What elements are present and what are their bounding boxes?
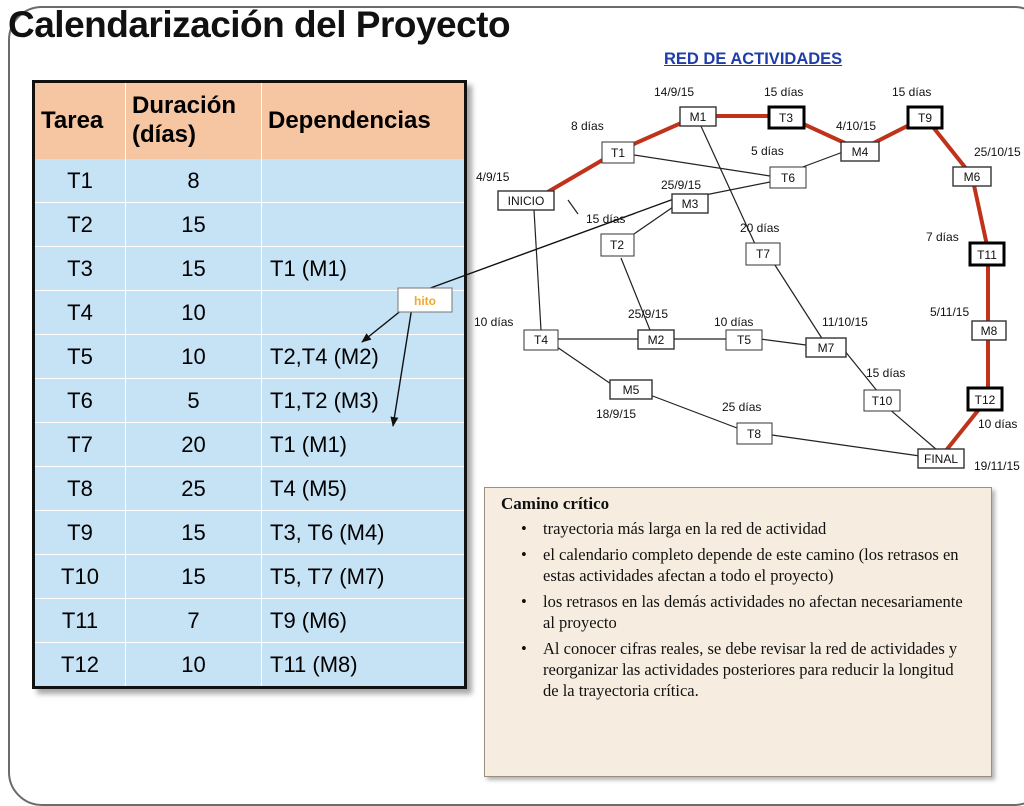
edge-t5-m7 bbox=[760, 339, 806, 345]
svg-text:INICIO: INICIO bbox=[507, 194, 545, 208]
svg-text:FINAL: FINAL bbox=[923, 452, 959, 466]
hito-label-box bbox=[398, 288, 452, 312]
duration-label: 5 días bbox=[751, 144, 784, 158]
duration-label: 15 días bbox=[866, 366, 906, 380]
svg-text:T9: T9 bbox=[917, 111, 933, 125]
svg-text:M4: M4 bbox=[851, 145, 869, 159]
header-duration: Duración (días) bbox=[126, 82, 262, 160]
cell-duration: 10 bbox=[126, 335, 262, 379]
cell-dependencies: T11 (M8) bbox=[262, 643, 466, 688]
node-t4 bbox=[524, 330, 558, 350]
duration-label: 15 días bbox=[892, 85, 932, 99]
svg-text:T1: T1 bbox=[610, 146, 626, 160]
node-final bbox=[918, 449, 964, 468]
cell-task: T7 bbox=[34, 423, 126, 467]
svg-text:M2: M2 bbox=[647, 333, 665, 347]
cell-task: T5 bbox=[34, 335, 126, 379]
date-label: 25/9/15 bbox=[661, 178, 702, 192]
date-label: 14/9/15 bbox=[654, 85, 695, 99]
cell-duration: 5 bbox=[126, 379, 262, 423]
node-t5 bbox=[726, 330, 762, 350]
svg-text:T10: T10 bbox=[871, 394, 893, 408]
cell-task: T10 bbox=[34, 555, 126, 599]
node-m8 bbox=[972, 321, 1006, 340]
node-m5 bbox=[610, 380, 652, 399]
bullet-icon: • bbox=[521, 592, 527, 611]
svg-text:T5: T5 bbox=[736, 333, 752, 347]
svg-text:T7: T7 bbox=[755, 247, 771, 261]
svg-text:T4: T4 bbox=[533, 333, 549, 347]
slide-title: Calendarización del Proyecto bbox=[8, 4, 511, 45]
cell-duration: 15 bbox=[126, 555, 262, 599]
cell-duration: 25 bbox=[126, 467, 262, 511]
svg-text:M1: M1 bbox=[689, 110, 707, 124]
node-m4 bbox=[841, 142, 879, 161]
date-label: 5/11/15 bbox=[930, 305, 970, 319]
cell-duration: 15 bbox=[126, 203, 262, 247]
cell-dependencies: T1,T2 (M3) bbox=[262, 379, 466, 423]
node-m6 bbox=[953, 167, 991, 186]
node-t7 bbox=[746, 243, 780, 265]
node-m3 bbox=[672, 194, 708, 213]
date-label: 4/9/15 bbox=[476, 170, 510, 184]
svg-text:T12: T12 bbox=[974, 393, 996, 407]
list-item-text: los retrasos en las demás actividades no afectan necesariamente al proyecto bbox=[543, 592, 963, 632]
duration-label: 10 días bbox=[474, 315, 514, 329]
node-inicio bbox=[498, 191, 554, 210]
list-item bbox=[521, 591, 973, 633]
cell-duration: 15 bbox=[126, 511, 262, 555]
svg-text:T3: T3 bbox=[778, 111, 794, 125]
cell-task: T6 bbox=[34, 379, 126, 423]
cell-dependencies: T1 (M1) bbox=[262, 247, 466, 291]
date-label: 25/9/15 bbox=[628, 307, 669, 321]
svg-text:M3: M3 bbox=[681, 197, 699, 211]
duration-label: 7 días bbox=[926, 230, 959, 244]
node-t2 bbox=[601, 234, 634, 256]
node-t3 bbox=[769, 107, 804, 128]
cell-task: T1 bbox=[34, 159, 126, 203]
cell-dependencies: T5, T7 (M7) bbox=[262, 555, 466, 599]
bullet-icon: • bbox=[521, 639, 527, 658]
duration-label: 15 días bbox=[586, 212, 626, 226]
edge-t4-m5 bbox=[554, 345, 614, 386]
node-m7 bbox=[806, 338, 846, 357]
header-dependencies: Dependencias bbox=[262, 82, 466, 160]
cell-dependencies: T2,T4 (M2) bbox=[262, 335, 466, 379]
cell-dependencies: T3, T6 (M4) bbox=[262, 511, 466, 555]
duration-label: 20 días bbox=[740, 221, 780, 235]
list-item bbox=[521, 638, 973, 701]
node-t9 bbox=[908, 107, 942, 128]
cell-duration: 15 bbox=[126, 247, 262, 291]
network-labels bbox=[474, 85, 1021, 473]
edge-t10-final bbox=[888, 408, 937, 450]
node-m1 bbox=[680, 107, 716, 126]
cell-duration: 7 bbox=[126, 599, 262, 643]
bullet-icon: • bbox=[521, 545, 527, 564]
node-t1 bbox=[602, 142, 634, 163]
svg-text:M7: M7 bbox=[817, 341, 835, 355]
svg-text:T11: T11 bbox=[977, 248, 997, 262]
node-t8 bbox=[737, 423, 772, 444]
cell-task: T2 bbox=[34, 203, 126, 247]
cell-dependencies: T4 (M5) bbox=[262, 467, 466, 511]
cell-task: T8 bbox=[34, 467, 126, 511]
edge-m3-t6 bbox=[700, 182, 770, 196]
duration-label: 10 días bbox=[714, 315, 754, 329]
hito-arrow-to-table-t7 bbox=[393, 307, 412, 426]
network-title: RED DE ACTIVIDADES bbox=[664, 50, 843, 68]
critical-path-note bbox=[484, 487, 992, 777]
edge-t2-m3 bbox=[631, 205, 676, 236]
node-t10 bbox=[864, 390, 900, 411]
cell-dependencies: T9 (M6) bbox=[262, 599, 466, 643]
list-item-text: el calendario completo depende de este camino (los retrasos en estas actividades afectan a todo el proyecto) bbox=[543, 545, 959, 585]
edge-inicio-t4 bbox=[534, 210, 541, 330]
node-t12 bbox=[968, 388, 1002, 410]
list-item-text: Al conocer cifras reales, se debe revisar la red de actividades y reorganizar las actividades posteriores para reducir la longitud de la trayectoria crítica. bbox=[543, 639, 958, 700]
date-label: 19/11/15 bbox=[974, 459, 1020, 473]
edge-t6-m4 bbox=[800, 152, 843, 168]
cell-dependencies: T1 (M1) bbox=[262, 423, 466, 467]
svg-text:T6: T6 bbox=[780, 171, 796, 185]
hito-label: hito bbox=[414, 294, 436, 308]
edge-t8-final bbox=[772, 435, 920, 456]
date-label: 11/10/15 bbox=[822, 315, 868, 329]
svg-text:M6: M6 bbox=[963, 170, 981, 184]
duration-label: 10 días bbox=[978, 417, 1018, 431]
cell-task: T12 bbox=[34, 643, 126, 688]
cell-duration: 20 bbox=[126, 423, 262, 467]
duration-label: 15 días bbox=[764, 85, 804, 99]
note-title: Camino crítico bbox=[501, 494, 610, 513]
list-item bbox=[521, 518, 973, 539]
date-label: 4/10/15 bbox=[836, 119, 877, 133]
duration-label: 8 días bbox=[571, 119, 604, 133]
note-list bbox=[521, 518, 973, 706]
node-t6 bbox=[770, 167, 806, 188]
cell-duration: 10 bbox=[126, 291, 262, 335]
bullet-icon: • bbox=[521, 519, 527, 538]
duration-label: 25 días bbox=[722, 400, 762, 414]
edge-t1-t6 bbox=[634, 155, 770, 176]
svg-text:T8: T8 bbox=[746, 427, 762, 441]
date-label: 18/9/15 bbox=[596, 407, 637, 421]
list-item bbox=[521, 544, 973, 586]
cell-duration: 10 bbox=[126, 643, 262, 688]
svg-text:M8: M8 bbox=[980, 324, 998, 338]
cell-task: T11 bbox=[34, 599, 126, 643]
node-m2 bbox=[638, 330, 674, 349]
cell-task: T3 bbox=[34, 247, 126, 291]
date-label: 25/10/15 bbox=[974, 145, 1021, 159]
svg-text:M5: M5 bbox=[622, 383, 640, 397]
cell-task: T9 bbox=[34, 511, 126, 555]
header-task: Tarea bbox=[34, 82, 126, 160]
edge-inicio-t2 bbox=[568, 200, 578, 214]
cell-duration: 8 bbox=[126, 159, 262, 203]
list-item-text: trayectoria más larga en la red de actividad bbox=[543, 519, 827, 538]
edge-t7-m7 bbox=[773, 262, 823, 340]
cell-task: T4 bbox=[34, 291, 126, 335]
svg-text:T2: T2 bbox=[609, 238, 625, 252]
node-t11 bbox=[970, 243, 1004, 265]
